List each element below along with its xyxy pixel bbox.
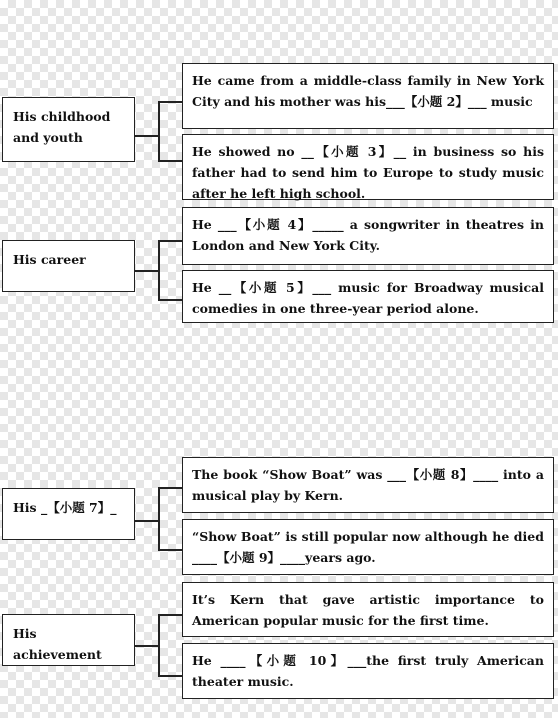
- detail-box: He ___【小题 4】_____ a songwriter in theatres in London and New York City.: [182, 207, 554, 265]
- connector: [158, 101, 182, 103]
- connector: [135, 645, 159, 647]
- detail-box: It’s Kern that gave artistic importance to American popular music for the first time.: [182, 582, 554, 637]
- detail-box: “Show Boat” is still popular now although he died ____【小题 9】____years ago.: [182, 519, 554, 575]
- detail-box: He ____【小题 10】___the first truly American theater music.: [182, 643, 554, 699]
- connector: [158, 614, 160, 676]
- connector: [158, 614, 182, 616]
- connector: [158, 487, 160, 550]
- topic-box-blank-7: His _【小题 7】_: [2, 488, 135, 540]
- connector: [158, 675, 182, 677]
- connector: [158, 299, 182, 301]
- topic-box-childhood: His childhood and youth: [2, 97, 135, 162]
- connector: [135, 135, 159, 137]
- detail-box: He __【小题 5】___ music for Broadway musical comedies in one three-year period alone.: [182, 270, 554, 323]
- connector: [158, 240, 182, 242]
- topic-box-career: His career: [2, 240, 135, 292]
- detail-box: The book “Show Boat” was ___【小题 8】____ into a musical play by Kern.: [182, 457, 554, 513]
- detail-box: He showed no __【小题 3】__ in business so his father had to send him to Europe to study music after he left high school.: [182, 134, 554, 200]
- topic-box-achievement: His achievement: [2, 614, 135, 666]
- connector: [158, 101, 160, 161]
- connector: [135, 520, 159, 522]
- connector: [158, 549, 182, 551]
- connector: [158, 160, 182, 162]
- connector: [158, 487, 182, 489]
- detail-box: He came from a middle-class family in New York City and his mother was his___【小题 2】___ music: [182, 63, 554, 129]
- connector: [158, 240, 160, 300]
- connector: [135, 270, 159, 272]
